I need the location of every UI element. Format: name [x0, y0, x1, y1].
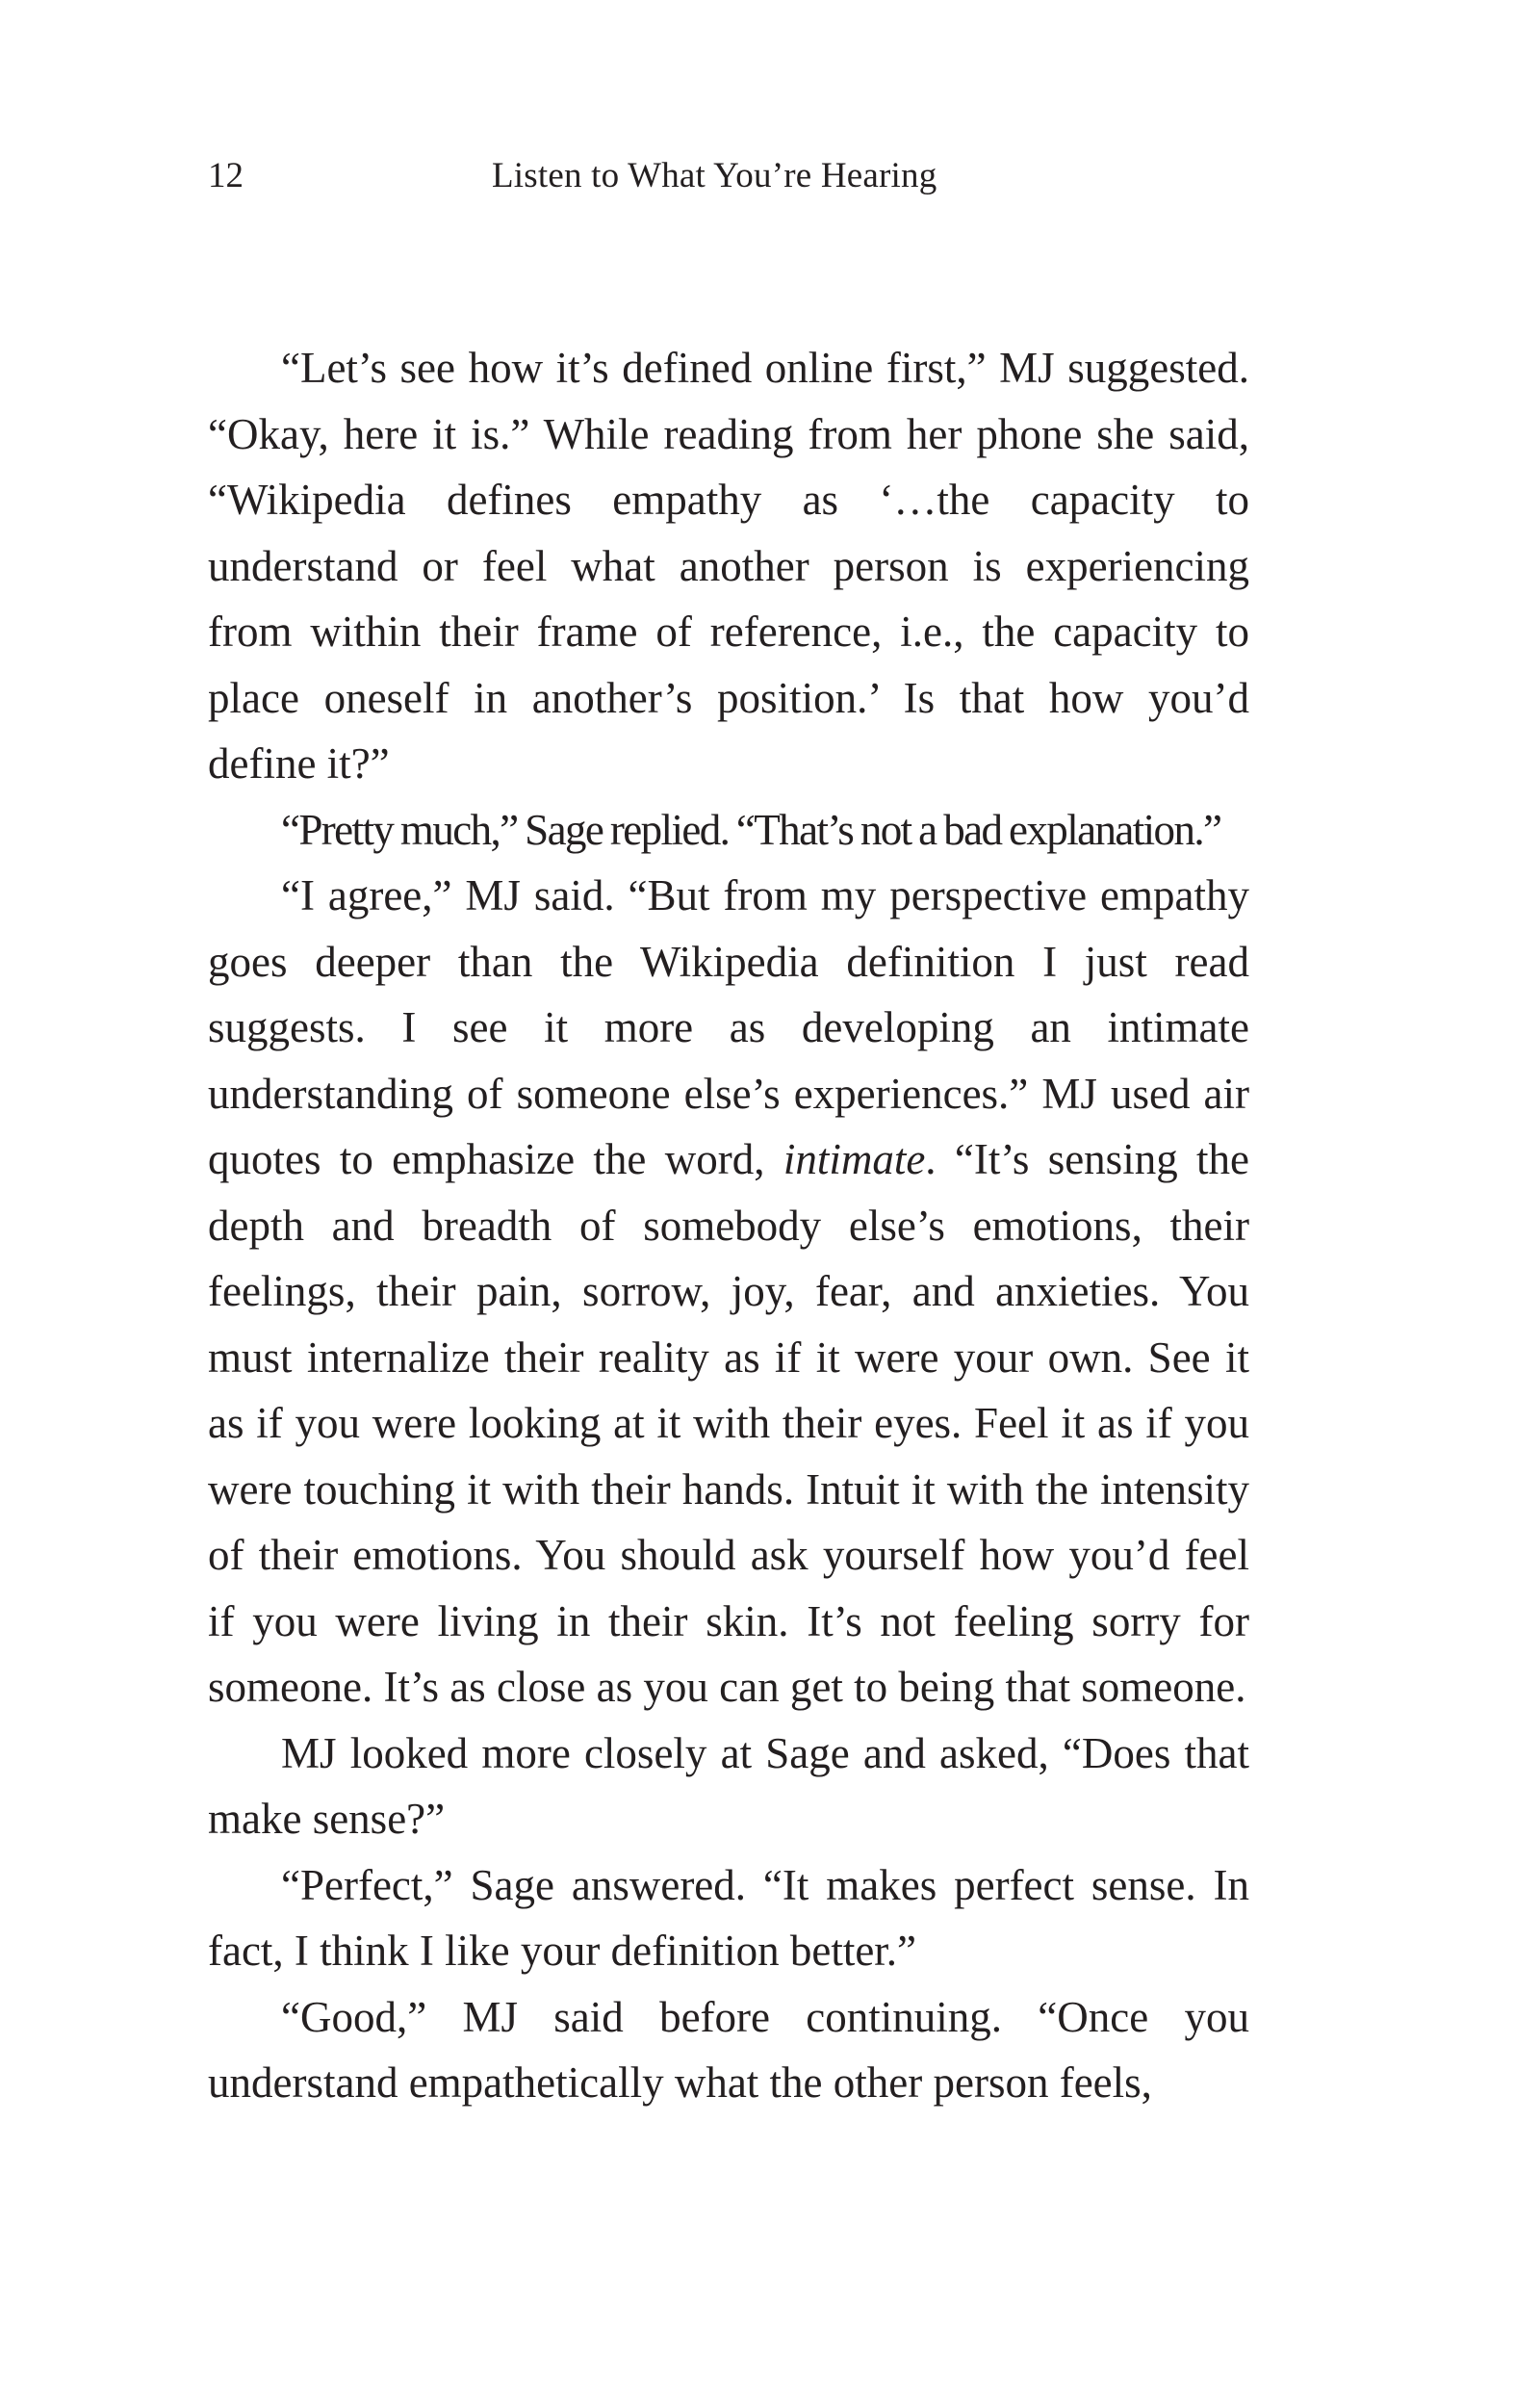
body-text	[208, 335, 1249, 2116]
paragraph-sage-answer: “Perfect,” Sage answered. “It makes perfect sense. In fact, I think I like your definition better.”	[208, 1860, 1249, 1975]
paragraph-text-before-emphasis: “I agree,” MJ said. “But from my perspective empathy goes deeper than the Wikipedia definition I just read suggests. I see it more as developing an intimate understanding of someone else’s experiences.” MJ used air quotes to emphasize the word,	[208, 871, 1249, 1183]
running-head	[208, 152, 1249, 200]
paragraph-mj-continuing: “Good,” MJ said before continuing. “Once you understand empathetically what the other person feels,	[208, 1992, 1249, 2107]
emphasized-word: intimate	[783, 1135, 926, 1183]
paragraph-text-after-emphasis: . “It’s sensing the depth and breadth of somebody else’s emotions, their feelings, their pain, sorrow, joy, fear, and anxieties. You must internalize their reality as if it were your own. See it as if you were looking at it with their eyes. Feel it as if you were touching it with their hands. Intuit it with the intensity of their emotions. You should ask yourself how you’d feel if you were living in their skin. It’s not feeling sorry for someone. It’s as close as you can get to being that someone.	[208, 1135, 1250, 1711]
paragraph-definition: “Let’s see how it’s defined online first,” MJ suggested. “Okay, here it is.” While reading from her phone she said, “Wikipedia defines empathy as ‘…the capacity to understand or feel what another person is experiencing from within their frame of reference, i.e., the capacity to place oneself in another’s position.’ Is that how you’d define it?”	[208, 344, 1249, 788]
page-number: 12	[208, 156, 244, 195]
paragraph-mj-explanation	[208, 863, 1249, 1721]
running-title: Listen to What You’re Hearing	[492, 156, 937, 195]
paragraph-sage-reply: “Pretty much,” Sage replied. “That’s not a bad explanation.”	[281, 805, 1221, 854]
paragraph-mj-question: MJ looked more closely at Sage and asked, “Does that make sense?”	[208, 1728, 1249, 1843]
